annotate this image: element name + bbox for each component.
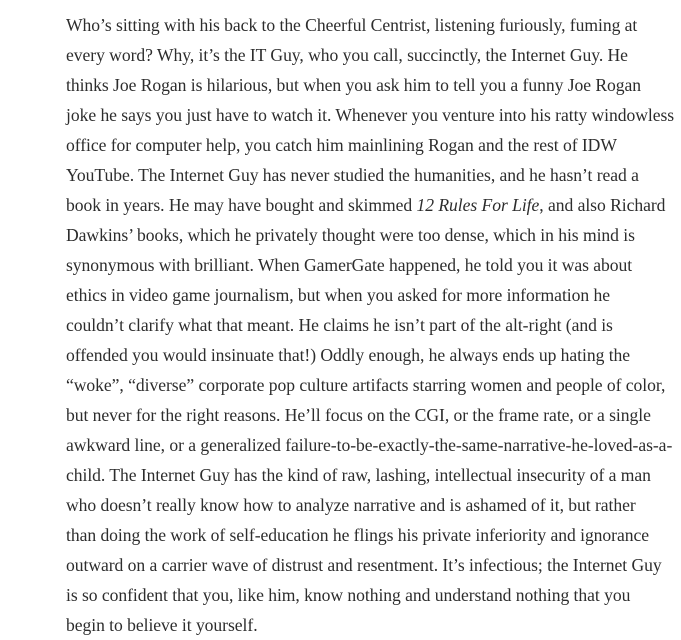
line-text-before: book in years. He may have bought and skimmed xyxy=(66,195,417,215)
line-text-after: , and also Richard xyxy=(539,195,666,215)
article-body xyxy=(66,10,675,640)
paragraph-line: Who’s sitting with his back to the Cheerful Centrist, listening furiously, fuming at xyxy=(66,15,638,35)
paragraph-line: synonymous with brilliant. When GamerGate happened, he told you it was about xyxy=(66,255,633,275)
paragraph xyxy=(66,10,675,640)
paragraph-line: is so confident that you, like him, know nothing and understand nothing that you xyxy=(66,585,631,605)
paragraph-line: joke he says you just have to watch it. Whenever you venture into his ratty windowless xyxy=(66,105,675,125)
paragraph-line: who doesn’t really know how to analyze narrative and is ashamed of it, but rather xyxy=(66,495,636,515)
paragraph-line: Dawkins’ books, which he privately thought were too dense, which in his mind is xyxy=(66,225,635,245)
paragraph-line: every word? Why, it’s the IT Guy, who you call, succinctly, the Internet Guy. He xyxy=(66,45,628,65)
paragraph-line: offended you would insinuate that!) Oddly enough, he always ends up hating the xyxy=(66,345,631,365)
paragraph-line-with-book-title xyxy=(66,190,666,220)
paragraph-line: outward on a carrier wave of distrust and resentment. It’s infectious; the Internet Guy xyxy=(66,555,662,575)
book-title: 12 Rules For Life xyxy=(416,195,540,215)
paragraph-line: than doing the work of self-education he flings his private inferiority and ignorance xyxy=(66,525,650,545)
paragraph-line: awkward line, or a generalized failure-to-be-exactly-the-same-narrative-he-loved-as-a- xyxy=(66,435,673,455)
paragraph-line: begin to believe it yourself. xyxy=(66,615,258,635)
paragraph-line: office for computer help, you catch him mainlining Rogan and the rest of IDW xyxy=(66,135,617,155)
paragraph-line: YouTube. The Internet Guy has never studied the humanities, and he hasn’t read a xyxy=(66,165,639,185)
paragraph-line: ethics in video game journalism, but when you asked for more information he xyxy=(66,285,610,305)
paragraph-line: child. The Internet Guy has the kind of raw, lashing, intellectual insecurity of a man xyxy=(66,465,651,485)
paragraph-line: thinks Joe Rogan is hilarious, but when you ask him to tell you a funny Joe Rogan xyxy=(66,75,642,95)
paragraph-line: “woke”, “diverse” corporate pop culture artifacts starring women and people of color, xyxy=(66,375,666,395)
paragraph-line: but never for the right reasons. He’ll focus on the CGI, or the frame rate, or a single xyxy=(66,405,651,425)
paragraph-line: couldn’t clarify what that meant. He claims he isn’t part of the alt-right (and is xyxy=(66,315,613,335)
